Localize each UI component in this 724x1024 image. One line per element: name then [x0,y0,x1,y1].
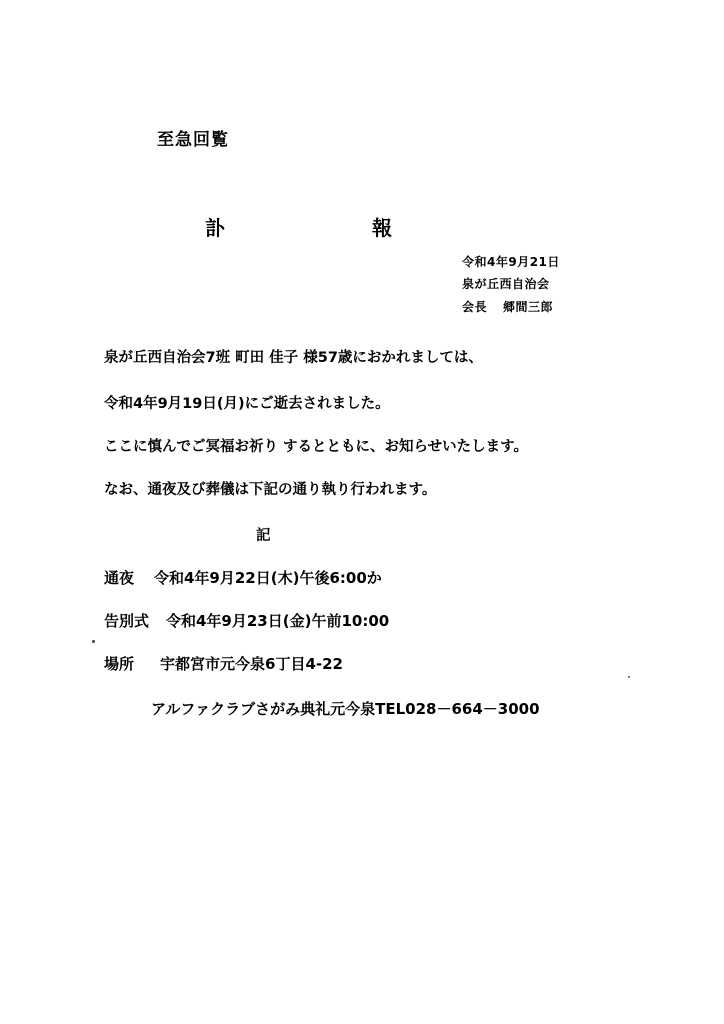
place-label: 場所 [104,655,135,673]
issue-date: 令和4年9月21日 [462,255,560,269]
body-line-4: なお、通夜及び葬儀は下記の通り執り行われます。 [104,482,437,498]
notice-title-left: 訃 [205,216,225,240]
wake-row [104,571,382,586]
chair-title: 会長 [462,300,488,314]
body-line-3: ここに慎んでご冥福お祈り するとともに、お知らせいたします。 [104,439,528,455]
chair-name: 郷間三郎 [503,300,554,314]
funeral-label: 告別式 [104,612,150,630]
issuing-organization: 泉が丘西自治会 [462,277,550,291]
scan-speck [92,640,95,643]
chairperson [462,301,553,313]
scan-speck [628,676,630,678]
venue-line: アルファクラブさがみ典礼元今泉TEL028－664－3000 [151,700,540,718]
wake-value: 令和4年9月22日(木)午後6:00か [154,569,382,587]
funeral-value: 令和4年9月23日(金)午前10:00 [166,612,390,630]
body-line-2: 令和4年9月19日(月)にご逝去されました。 [104,396,390,412]
notice-title-right: 報 [372,216,392,240]
funeral-row [104,614,389,629]
notice-heading: 至急回覧 [157,130,229,150]
place-row [104,657,343,672]
body-line-1: 泉が丘西自治会7班 町田 佳子 様57歳におかれましては、 [104,350,483,366]
place-value: 宇都宮市元今泉6丁目4-22 [160,655,343,673]
wake-label: 通夜 [104,569,135,587]
ki-marker: 記 [256,528,271,544]
